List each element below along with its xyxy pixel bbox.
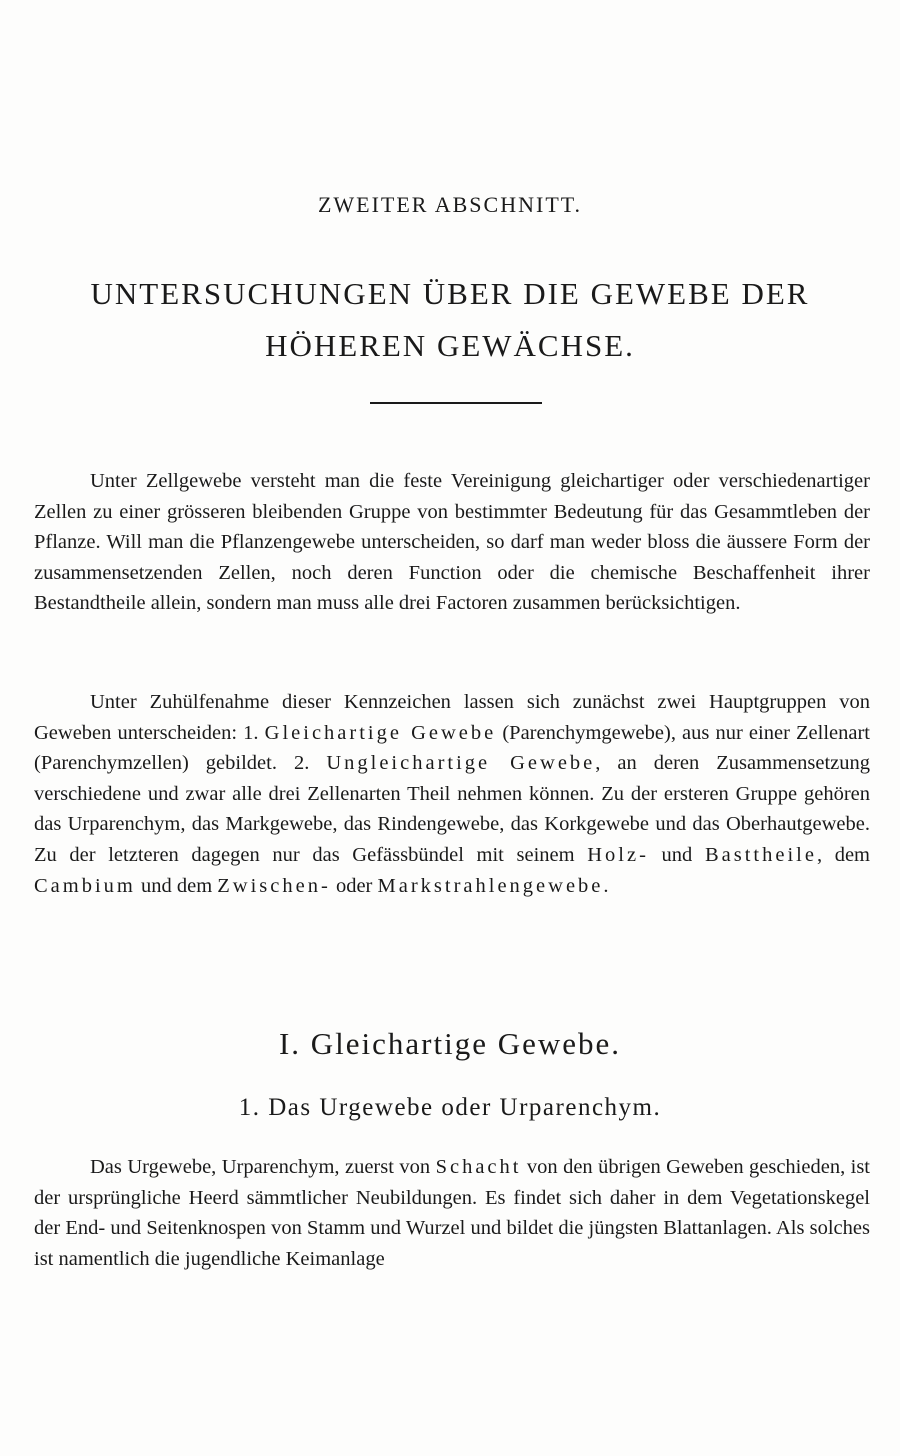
text-run: (Parenchymgewebe), aus nur einer Zellenart (Parenchymzellen) gebildet. 2. [34, 721, 870, 775]
text-run: oder [330, 874, 378, 897]
paragraph-intro: Unter Zellgewebe versteht man die feste Vereinigung gleichartiger oder verschiedenartiger Zellen zu einer grösseren bleibenden Gruppe von bestimmter Bedeutung für das Gesammtleben der Pflanze. Will man die Pflanzengewebe unterscheiden, so darf man weder bloss die äussere Form der zusammensetzenden Zellen, noch deren Function oder die chemische Beschaffenheit ihrer Bestandtheile allein, sondern man muss alle drei Factoren zusammen berücksichtigen. [34, 470, 870, 615]
spaced-term: Gleichartige Gewebe [264, 721, 497, 744]
text-run: und [648, 843, 705, 866]
text-run: , dem [816, 843, 870, 866]
spaced-term: Basttheile [704, 843, 817, 866]
spaced-term: Cambium [34, 874, 136, 897]
spaced-term: Schacht [435, 1156, 522, 1178]
text-run: , an deren Zusammensetzung verschiedene und zwar alle drei Zellenarten Theil nehmen können. Zu der ersteren Gruppe gehören das Urparenchym, das Markgewebe, das Rindengewebe, das Korkgewebe und das Oberhautgewebe. Zu der letzteren dagegen nur das Gefässbündel mit seinem [34, 752, 870, 866]
section-label: ZWEITER ABSCHNITT. [317, 192, 583, 217]
text-run: von den übrigen Geweben geschieden, ist der ursprüngliche Heerd sämmtlicher Neubildungen. Es findet sich daher in dem Vegetationskegel der End- und Seitenknospen von Stamm und Wurzel und bildet die jüngsten Blattanlagen. Als solches ist namentlich die jugendliche Keimanlage [34, 1156, 870, 1270]
text-run: . [603, 874, 609, 897]
subsection-heading: 1. Das Urgewebe oder Urparenchym. [238, 1094, 662, 1121]
text-run: Unter Zuhülfenahme dieser Kennzeichen lassen sich zunächst zwei Hauptgruppen von Geweben unterscheiden: 1. [34, 691, 870, 744]
text-run: Das Urgewebe, Urparenchym, zuerst von [90, 1156, 436, 1178]
spaced-term: Markstrahlengewebe [377, 874, 604, 897]
paragraph-urgewebe [34, 1152, 870, 1274]
spaced-term: Zwischen- [217, 874, 331, 897]
chapter-title-line-1: UNTERSUCHUNGEN ÜBER DIE GEWEBE DER [90, 276, 810, 311]
spaced-term: Holz- [587, 843, 649, 866]
paragraph-groups [34, 687, 870, 901]
text-run: und dem [135, 874, 218, 897]
chapter-title [0, 268, 900, 372]
spaced-term: Ungleichartige Gewebe [326, 752, 596, 775]
title-divider [370, 402, 542, 404]
chapter-title-line-2: HÖHEREN GEWÄCHSE. [265, 328, 635, 363]
section-heading: I. Gleichartige Gewebe. [278, 1026, 622, 1061]
